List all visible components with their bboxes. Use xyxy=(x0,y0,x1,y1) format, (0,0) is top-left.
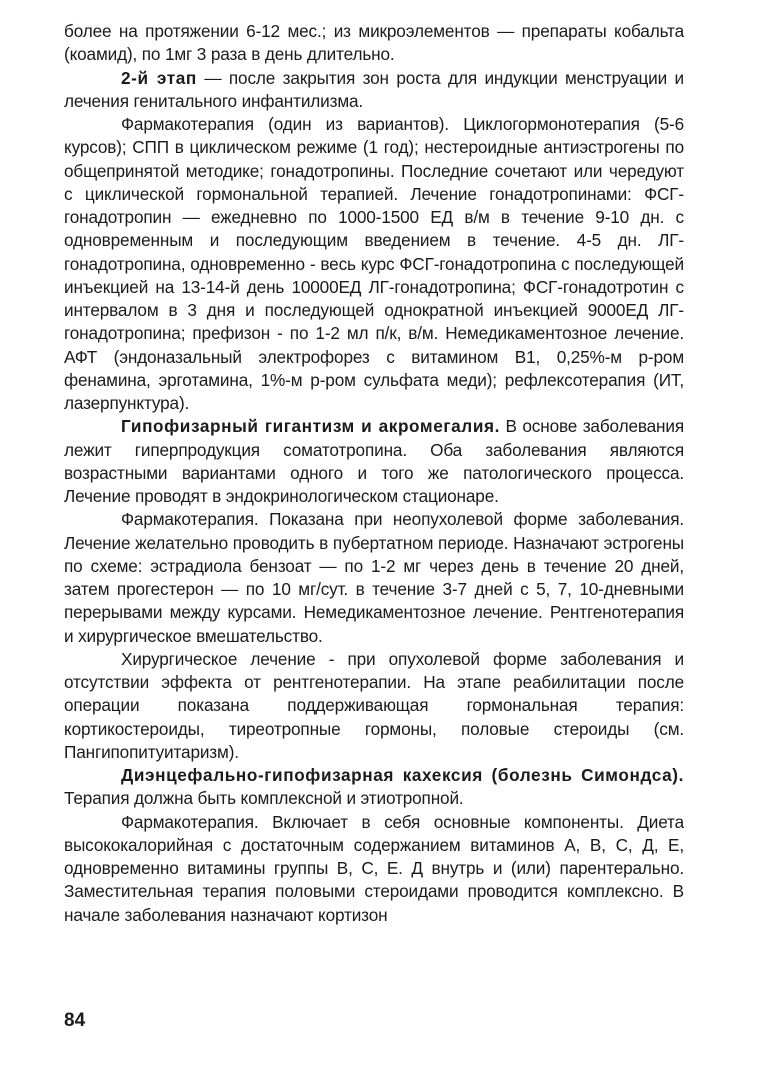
paragraph-text: Хирургическое лечение - при опухолевой форме заболевания и отсутствии эффекта от рентгенотерапии. На этапе реабилитации после операции показана поддерживающая гормональная терапия: кортикостероиды, тиреотропные гормоны, половые стероиды (см. Пангипопитуитаризм). xyxy=(64,648,684,762)
paragraph-heading: Диэнцефально-гипофизарная кахексия (болезнь Симондса). xyxy=(121,765,684,785)
paragraph-surgical-treatment xyxy=(64,648,684,764)
page-number: 84 xyxy=(64,1010,86,1031)
paragraph-text: Фармакотерапия (один из вариантов). Циклогормонотерапия (5-6 курсов); СПП в циклическом режиме (1 год); нестероидные антиэстрогены по общепринятой методике; гонадотропины. Последние сочетают или чередуют с циклической гормональной терапией. Лечение гонадотропинами: ФСГ-гонадотропин — ежедневно по 1000-1500 ЕД в/м в течение 9-10 дн. с одновременным и последующим введением в течение. 4-5 дн. ЛГ-гонадотропина, одновременно - весь курс ФСГ-гонадотропина с последующей инъекцией на 13-14-й день 10000ЕД ЛГ-гонадотропина; ФСГ-гонадотротин с интервалом в 3 дня и последующей однократной инъекцией 9000ЕД ЛГ- гонадотропина; префизон - по 1-2 мл п/к, в/м. Немедикаментозное лечение. АФТ (эндоназальный электрофорез с витамином В1, 0,25%-м р-ром фенамина, эрготамина, 1%-м р-ром сульфата меди); рефлексотерапия (ИТ, лазерпунктура). xyxy=(64,114,684,413)
paragraph-text: В основе заболевания лежит гиперпродукция соматотропина. Оба заболевания являются возрастными вариантами одного и того же патологического процесса. Лечение проводят в эндокринологическом стационаре. xyxy=(64,416,684,506)
paragraph-cachexia xyxy=(64,764,684,811)
paragraph-heading: 2-й этап xyxy=(121,67,197,88)
paragraph-text: Терапия должна быть комплексной и этиотропной. xyxy=(64,788,464,809)
paragraph-text: более на протяжении 6-12 мес.; из микроэлементов — препараты кобальта (коамид), по 1мг 3 раза в день длительно. xyxy=(64,21,684,65)
paragraph-stage-2 xyxy=(64,67,684,114)
paragraph-text: — после закрытия зон роста для индукции менструации и лечения генитального инфантилизма. xyxy=(64,67,684,111)
paragraph-cachexia-pharmacotherapy xyxy=(64,811,684,927)
paragraph-text: Фармакотерапия. Включает в себя основные компоненты. Диета высококалорийная с достаточным содержанием витаминов А, В, С, Д, Е, одновременно витамины группы В, С, Е. Д внутрь и (или) парентерально. Заместительная терапия половыми стероидами проводится комплексно. В начале заболевания назначают кортизон xyxy=(64,811,684,925)
paragraph-pharmacotherapy xyxy=(64,113,684,415)
paragraph-gigantism-pharmacotherapy xyxy=(64,508,684,648)
paragraph-gigantism xyxy=(64,415,684,508)
paragraph-continuation xyxy=(64,20,684,67)
document-page xyxy=(64,20,684,927)
paragraph-text: Фармакотерапия. Показана при неопухолевой форме заболевания. Лечение желательно проводить в пубертатном периоде. Назначают эстрогены по схеме: эстрадиола бензоат — по 1-2 мг через день в течение 20 дней, затем прогестерон — по 10 мг/сут. в течение 3-7 дней с 5, 7, 10-дневными перерывами между курсами. Немедикаментозное лечение. Рентгенотерапия и хирургическое вмешательство. xyxy=(64,509,684,646)
paragraph-heading: Гипофизарный гигантизм и акромегалия. xyxy=(121,416,501,437)
